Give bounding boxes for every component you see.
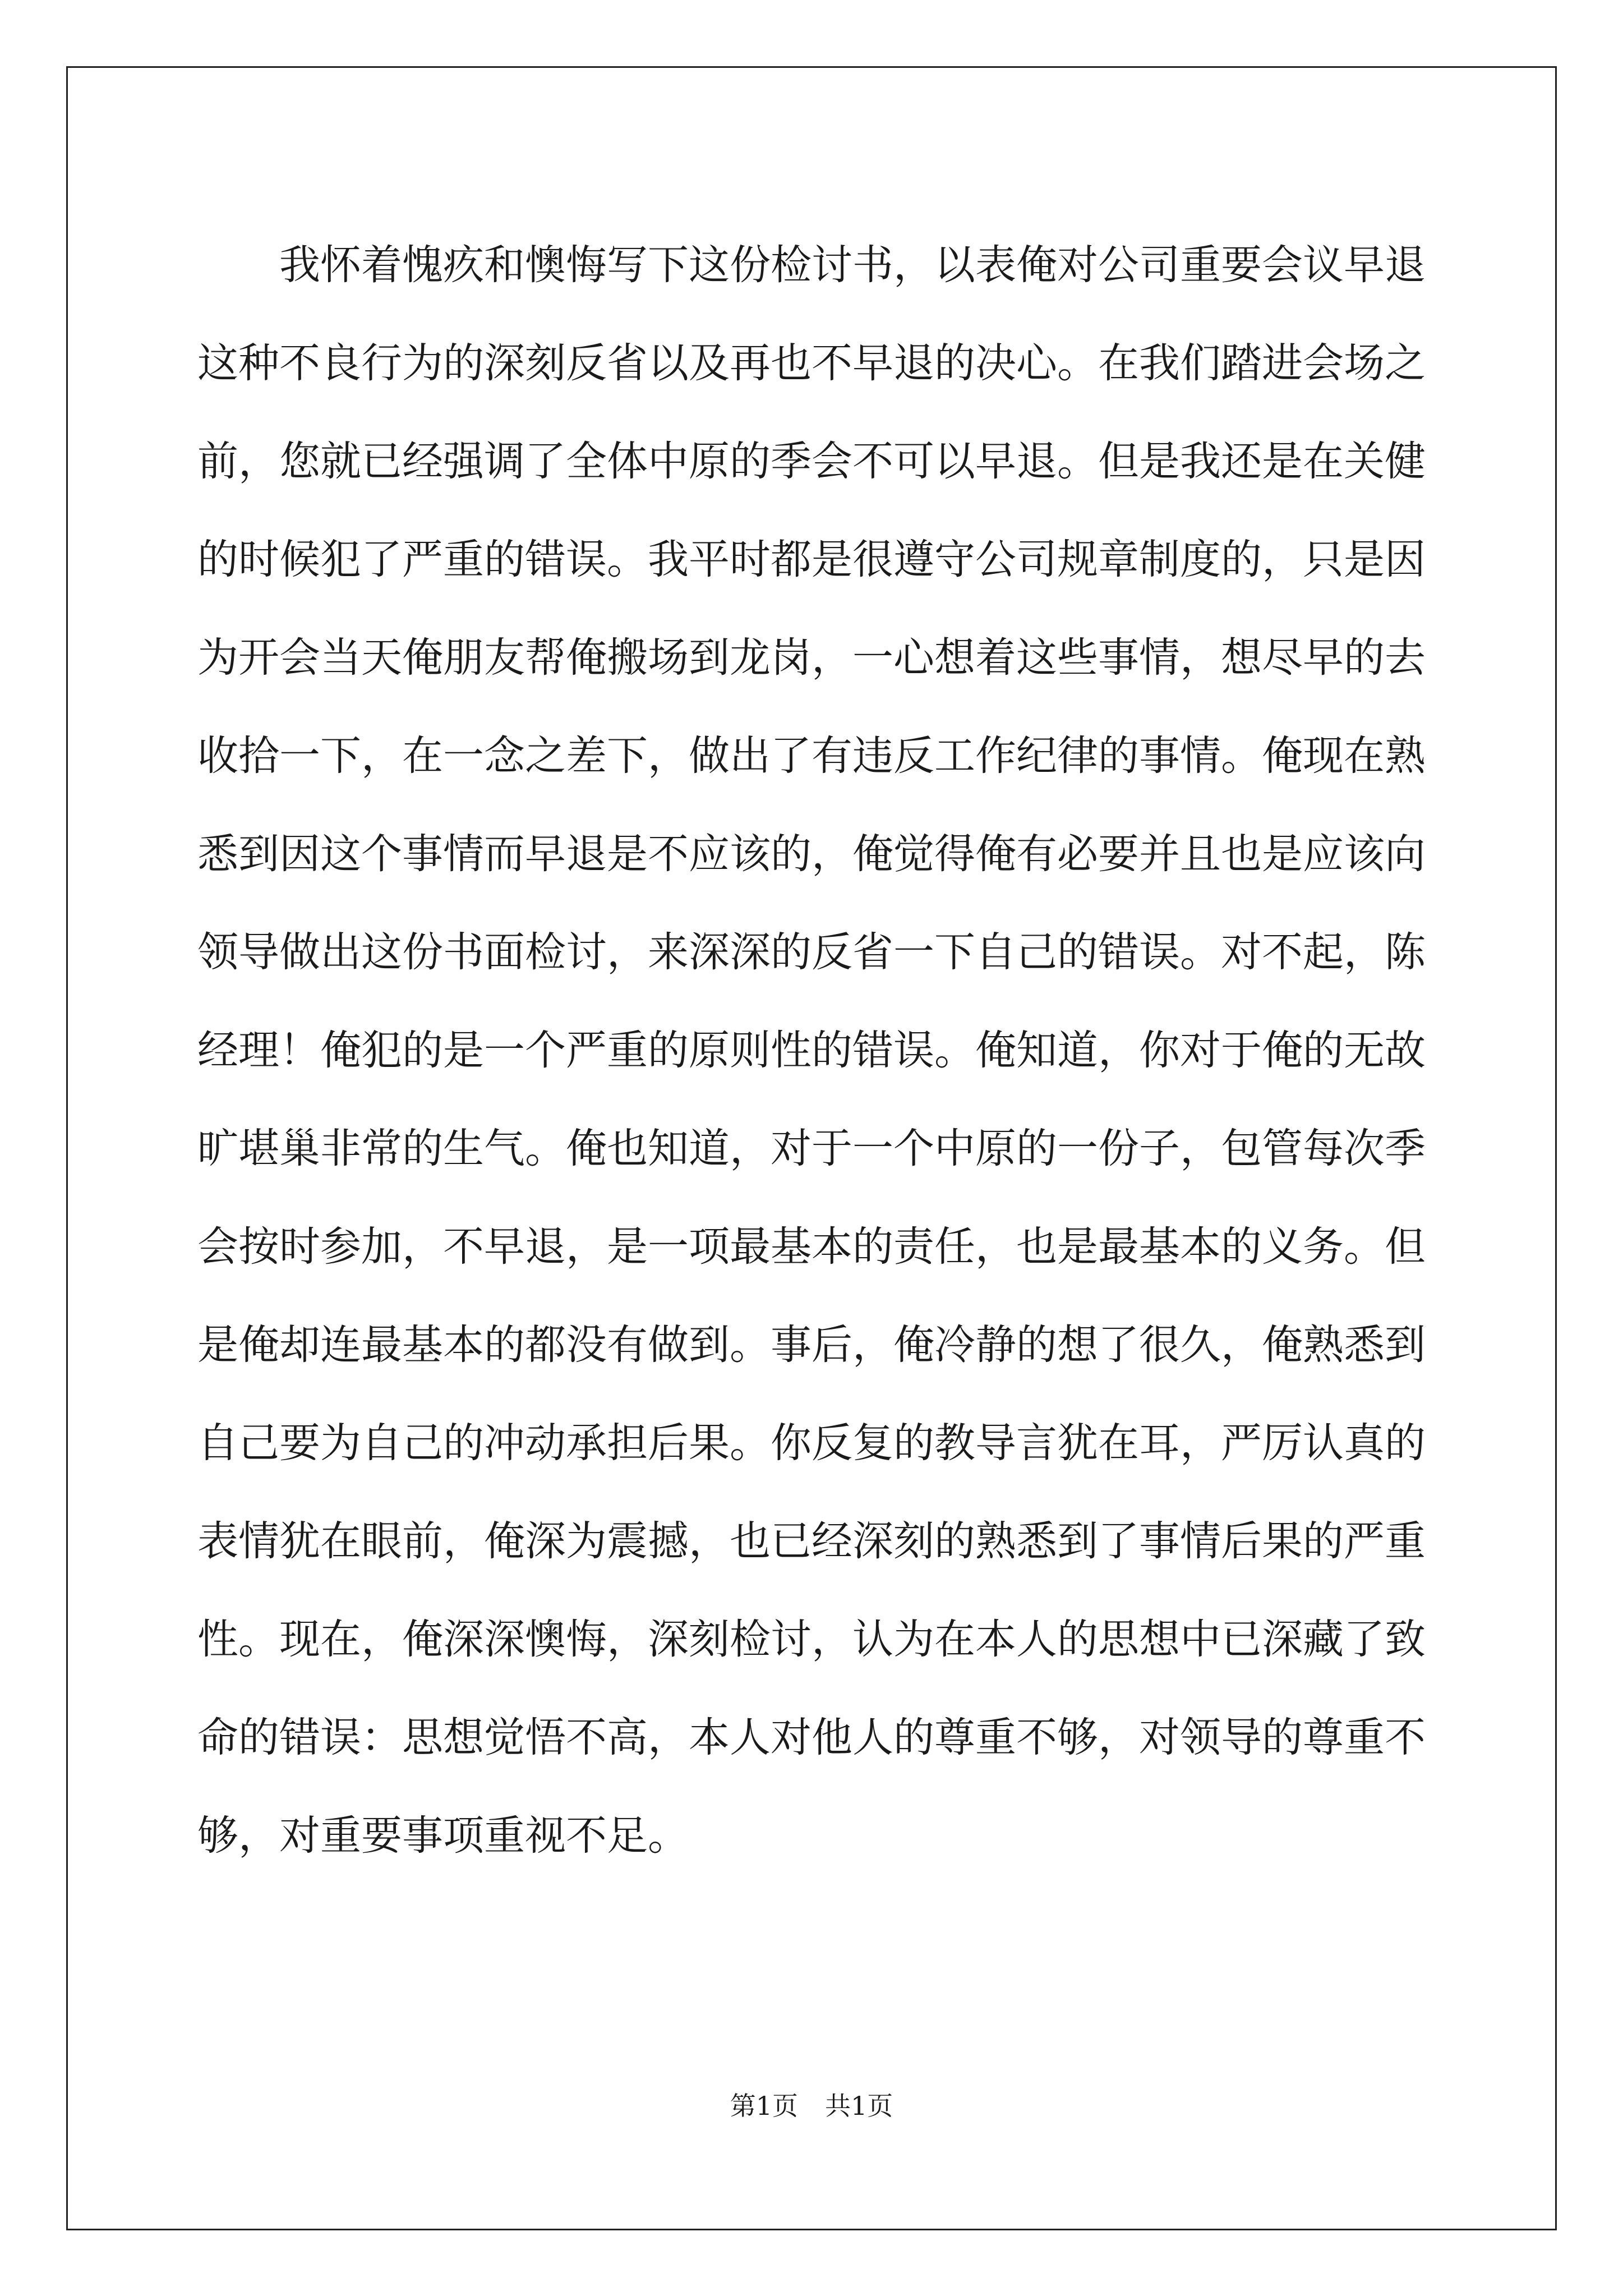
paragraph-line: 命的错误：思想觉悟不高，本人对他人的尊重不够，对领导的尊重不 bbox=[197, 1714, 1426, 1761]
body-paragraph bbox=[197, 216, 1426, 1885]
paragraph-line: 够，对重要事项重视不足。 bbox=[197, 1812, 689, 1860]
paragraph-line: 我怀着愧疚和懊悔写下这份检讨书，以表俺对公司重要会议早退 bbox=[279, 241, 1426, 289]
paragraph-line: 悉到因这个事情而早退是不应该的，俺觉得俺有必要并且也是应该向 bbox=[197, 830, 1426, 878]
paragraph-line: 旷堪巢非常的生气。俺也知道，对于一个中原的一份子，包管每次季 bbox=[197, 1125, 1426, 1172]
paragraph-line: 的时候犯了严重的错误。我平时都是很遵守公司规章制度的，只是因 bbox=[197, 536, 1426, 583]
paragraph-line: 收拾一下，在一念之差下，做出了有违反工作纪律的事情。俺现在熟 bbox=[197, 732, 1426, 780]
paragraph-line: 这种不良行为的深刻反省以及再也不早退的决心。在我们踏进会场之 bbox=[197, 339, 1426, 387]
paragraph-line: 会按时参加，不早退，是一项最基本的责任，也是最基本的义务。但 bbox=[197, 1223, 1426, 1271]
paragraph-line: 表情犹在眼前，俺深为震撼，也已经深刻的熟悉到了事情后果的严重 bbox=[197, 1517, 1426, 1565]
paragraph-line: 为开会当天俺朋友帮俺搬场到龙岗，一心想着这些事情，想尽早的去 bbox=[197, 634, 1426, 682]
paragraph-line: 是俺却连最基本的都没有做到。事后，俺冷静的想了很久，俺熟悉到 bbox=[197, 1321, 1426, 1369]
page-number: 第1页 bbox=[730, 2091, 798, 2121]
paragraph-line: 性。现在，俺深深懊悔，深刻检讨，认为在本人的思想中已深藏了致 bbox=[197, 1616, 1426, 1663]
paragraph-line: 经理！俺犯的是一个严重的原则性的错误。俺知道，你对于俺的无故 bbox=[197, 1027, 1426, 1074]
page-footer bbox=[0, 2089, 1623, 2123]
paragraph-line: 自己要为自己的冲动承担后果。你反复的教导言犹在耳，严厉认真的 bbox=[197, 1419, 1426, 1467]
paragraph-line: 领导做出这份书面检讨，来深深的反省一下自己的错误。对不起，陈 bbox=[197, 928, 1426, 976]
page-total: 共1页 bbox=[825, 2091, 893, 2121]
paragraph-line: 前，您就已经强调了全体中原的季会不可以早退。但是我还是在关健 bbox=[197, 438, 1426, 485]
